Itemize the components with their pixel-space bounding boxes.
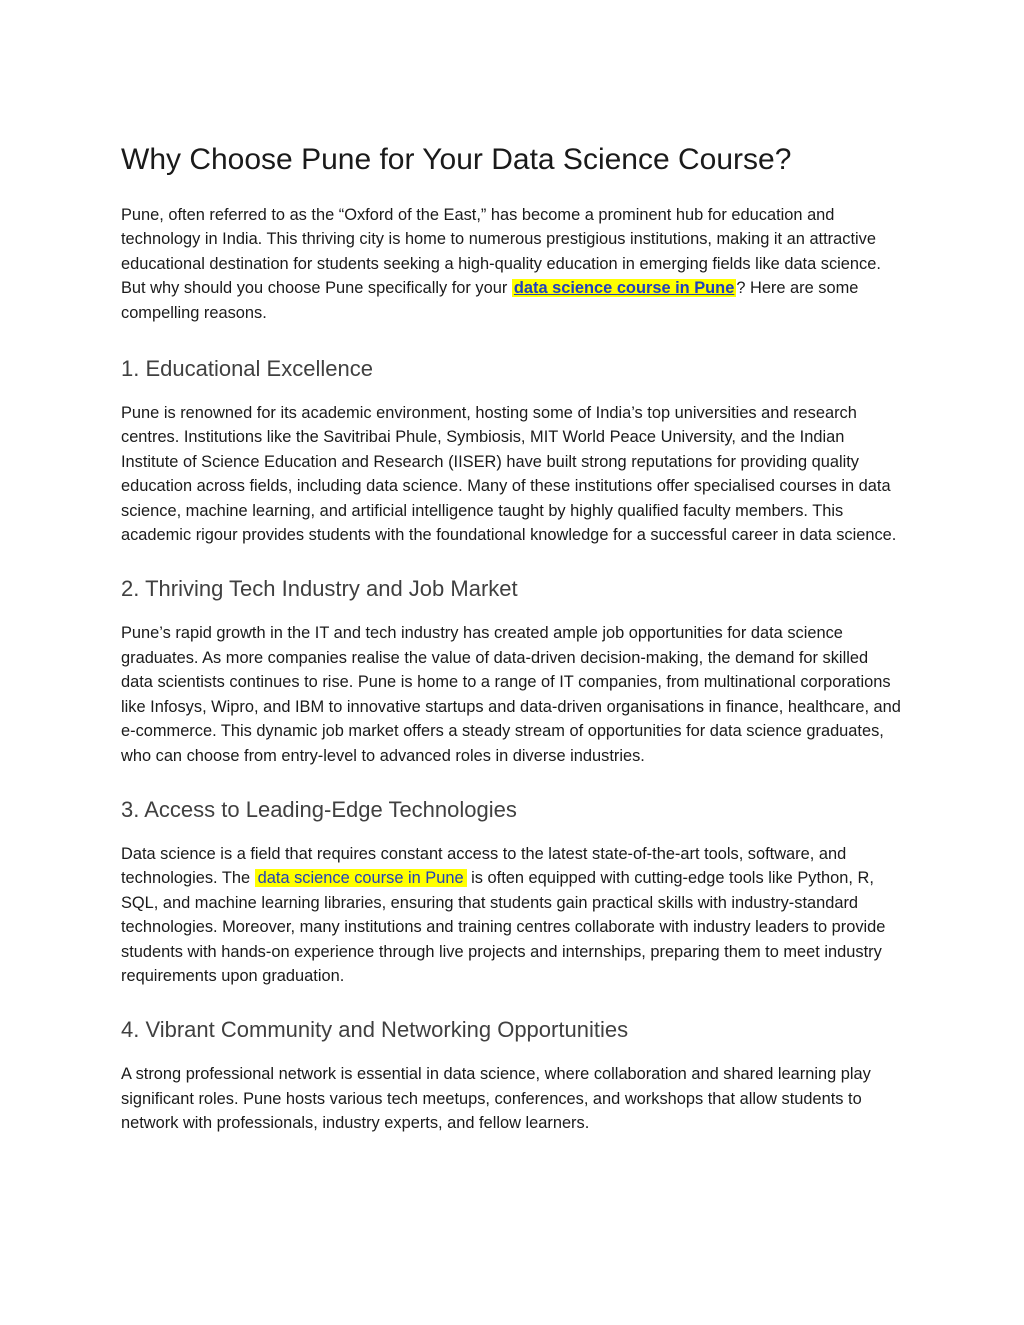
section-body: Pune’s rapid growth in the IT and tech industry has created ample job opportunities for data science graduates. As more companies realise the value of data-driven decision-making, the demand for skilled data scientists continues to rise. Pune is home to a range of IT companies, from multinational corporations like Infosys, Wipro, and IBM to innovative startups and data-driven organisations in finance, healthcare, and e-commerce. This dynamic job market offers a steady stream of opportunities for data science graduates, who can choose from entry-level to advanced roles in diverse industries. [121, 624, 901, 765]
section-heading: 2. Thriving Tech Industry and Job Market [121, 576, 518, 602]
section-heading: 4. Vibrant Community and Networking Opportunities [121, 1017, 629, 1043]
section-educational-excellence [121, 355, 901, 547]
data-science-course-link[interactable]: data science course in Pune [513, 279, 735, 298]
section-body [121, 842, 901, 988]
page-title: Why Choose Pune for Your Data Science Course? [121, 143, 792, 176]
section-tech-industry [121, 575, 901, 767]
section-text: Data science is a field that requires constant access to the latest state-of-the-art tools, software, and technologies. The [121, 844, 847, 888]
document-content [121, 141, 901, 1136]
highlighted-course-text: data science course in Pune [255, 869, 467, 887]
intro-text-end: ? Here are some compelling reasons. [121, 279, 859, 322]
section-technologies [121, 796, 901, 988]
section-body: A strong professional network is essential in data science, where collaboration and shared learning play significant roles. Pune hosts various tech meetups, conferences, and workshops that allow students to network with professionals, industry experts, and fellow learners. [121, 1065, 871, 1133]
section-community [121, 1016, 901, 1135]
section-heading: 3. Access to Leading-Edge Technologies [121, 796, 517, 822]
section-body: Pune is renowned for its academic environment, hosting some of India’s top universities and research centres. Institutions like the Savitribai Phule, Symbiosis, MIT World Peace University, and the Indian Institute of Science Education and Research (IISER) have built strong reputations for providing quality education across fields, including data science. Many of these institutions offer specialised courses in data science, machine learning, and artificial intelligence taught by highly qualified faculty members. This academic rigour provides students with the foundational knowledge for a successful career in data science. [121, 404, 897, 545]
section-text-end: is often equipped with cutting-edge tools like Python, R, SQL, and machine learning libraries, ensuring that students gain practical skills with industry-standard technologies. Moreover, many institutions and training centres collaborate with industry leaders to provide students with hands-on experience through live projects and internships, preparing them to meet industry requirements upon graduation. [121, 869, 886, 985]
intro-paragraph [121, 203, 901, 325]
intro-text: Pune, often referred to as the “Oxford of the East,” has become a prominent hub for education and technology in India. This thriving city is home to numerous prestigious institutions, making it an attractive educational destination for students seeking a high-quality education in emerging fields like data science. But why should you choose Pune specifically for your [121, 206, 881, 298]
section-heading: 1. Educational Excellence [121, 356, 373, 382]
